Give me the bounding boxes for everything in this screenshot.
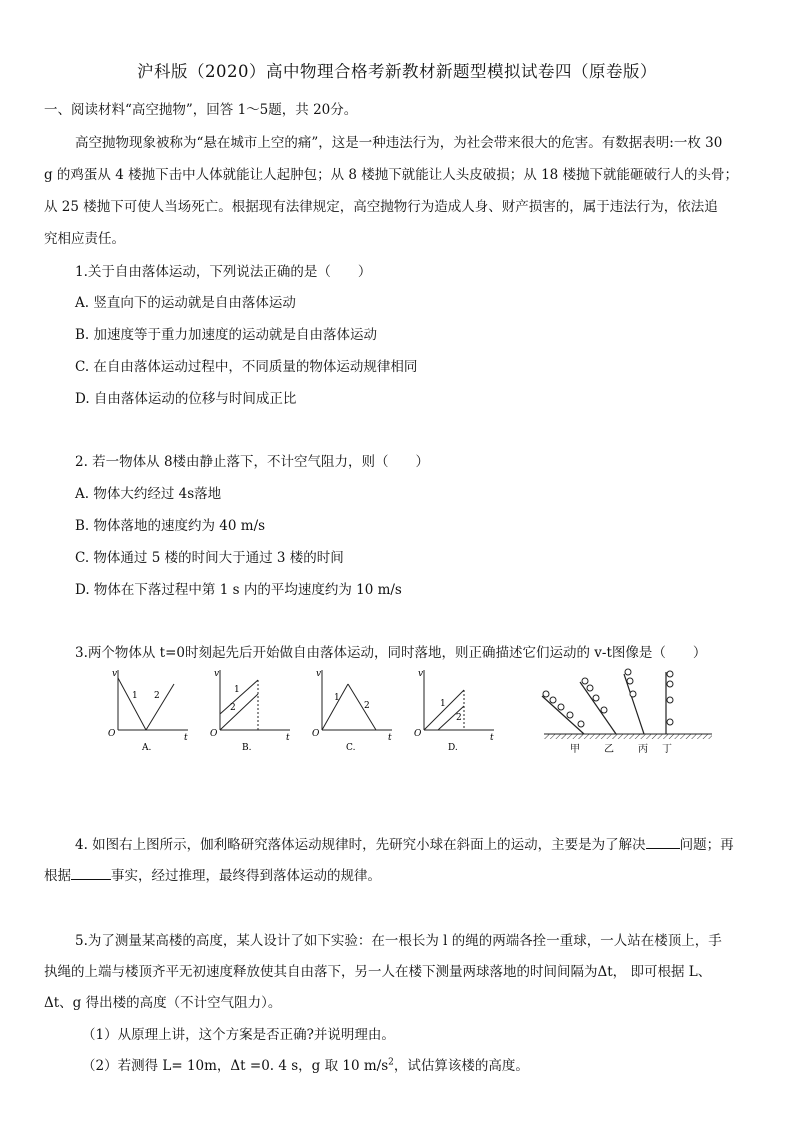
graph-d-t-label: t [490,733,494,743]
ball [667,671,673,677]
galileo-incline-figure [540,664,720,760]
graph-a-t-label: t [184,733,188,743]
incline-bing [624,674,644,734]
ball [550,697,556,703]
question-2-option-c: C. 物体通过 5 楼的时间大于通过 3 楼的时间 [75,550,344,566]
ball [627,678,633,684]
passage-line-4: 究相应责任。 [44,231,125,247]
incline-label-bing: 丙 [638,744,648,755]
incline-label-ding: 丁 [662,744,672,755]
graph-c-line-2 [348,684,376,730]
graph-c-label-2: 2 [364,701,370,711]
graph-d-label-1: 1 [440,699,446,709]
ball [667,719,673,725]
graph-a-caption: A. [142,743,152,753]
question-5-line-2: 执绳的上端与楼顶齐平无初速度释放使其自由落下，另一人在楼下测量两球落地的时间间隔为Δt， 即可根据 L、 [44,964,712,980]
question-5-line-3: Δt、g 得出楼的高度（不计空气阻力）。 [44,995,282,1011]
question-2-option-a: A. 物体大约经过 4s落地 [75,486,222,502]
graph-c-line-1 [322,684,348,730]
question-5-sub-1: （1）从原理上讲，这个方案是否正确?并说明理由。 [82,1027,395,1043]
graph-d-v-label: v [418,669,424,679]
passage-line-3: 从 25 楼抛下可使人当场死亡。根据现有法律规定，高空抛物行为造成人身、财产损害的，属于违法行为，依法追 [44,199,718,215]
question-4-part-4: 事实，经过推理，最终得到落体运动的规律。 [111,868,381,884]
ball [582,678,588,684]
graph-b-v-label: v [214,669,220,679]
ball [593,695,599,701]
graph-d [410,664,500,754]
graph-b-label-2: 2 [230,703,236,713]
exponent: 2 [388,1057,394,1068]
question-4-line-2 [44,864,750,884]
graph-c-origin: O [312,729,320,739]
answer-blank-1[interactable] [646,847,680,849]
graph-b-line-2 [220,694,258,730]
graph-c-label-1: 1 [334,693,340,703]
answer-blank-2[interactable] [71,878,111,880]
question-4-part-1: 4. 如图右上图所示，伽利略研究落体运动规律时，先研究小球在斜面上的运动，主要是为了解决 [75,837,646,853]
graph-b [206,664,296,754]
graph-d-label-2: 2 [456,713,462,723]
question-1-option-a: A. 竖直向下的运动就是自由落体运动 [75,295,296,311]
ball [667,697,673,703]
passage-line-1: 高空抛物现象被称为“悬在城市上空的痛”，这是一种违法行为，为社会带来很大的危害。有数据表明:一枚 30 [75,135,723,151]
question-1-option-c: C. 在自由落体运动过程中，不同质量的物体运动规律相同 [75,359,418,375]
ball [567,712,573,718]
ground-hatch [544,734,712,739]
graph-a-label-1: 1 [132,691,138,701]
graph-b-origin: O [210,729,218,739]
ball [543,691,549,697]
graph-d-origin: O [414,729,422,739]
question-1-stem: 1.关于自由落体运动，下列说法正确的是（ ） [75,264,372,280]
ball [601,707,607,713]
question-3-figures [104,664,724,760]
question-2-stem: 2. 若一物体从 8楼由静止落下，不计空气阻力，则（ ） [75,454,430,470]
graph-b-label-1: 1 [234,685,240,695]
graph-a-origin: O [108,729,116,739]
question-4-line-1 [75,833,734,853]
graph-b-caption: B. [242,743,252,753]
section-heading: 一、阅读材料“高空抛物”，回答 1～5题，共 20分。 [44,102,358,118]
question-4-part-2: 问题；再 [679,837,734,853]
graph-d-caption: D. [448,743,458,753]
graph-a-line-2 [146,684,174,730]
question-1-option-b: B. 加速度等于重力加速度的运动就是自由落体运动 [75,327,378,343]
incline-yi [580,682,616,734]
question-2-option-b: B. 物体落地的速度约为 40 m/s [75,518,266,534]
question-2-option-d: D. 物体在下落过程中第 1 s 内的平均速度约为 10 m/s [75,582,402,598]
incline-jia [542,696,584,734]
graph-c-caption: C. [346,743,356,753]
graph-a [104,664,194,754]
question-5-sub-2-end: ，试估算该楼的高度。 [393,1058,529,1074]
question-5-sub-2 [82,1054,529,1074]
question-1-option-d: D. 自由落体运动的位移与时间成正比 [75,391,297,407]
passage-line-2: g 的鸡蛋从 4 楼抛下击中人体就能让人起肿包；从 8 楼抛下就能让人头皮破损；从 18 楼抛下就能砸破行人的头骨； [44,167,739,183]
ball [578,721,584,727]
graph-c-t-label: t [388,733,392,743]
question-5-sub-2-text: （2）若测得 L= 10m，Δt =0. 4 s，g 取 10 m/s [82,1058,389,1074]
page-title: 沪科版（2020）高中物理合格考新教材新题型模拟试卷四（原卷版） [137,62,657,81]
ball [558,704,564,710]
graph-a-v-label: v [112,669,118,679]
question-3-stem: 3.两个物体从 t=0时刻起先后开始做自由落体运动，同时落地，则正确描述它们运动的 v-t图像是（ ） [75,645,707,661]
graph-b-t-label: t [286,733,290,743]
question-4-part-3: 根据 [44,868,71,884]
graph-c-v-label: v [316,669,322,679]
ball [667,681,673,687]
ball [630,691,636,697]
graph-a-label-2: 2 [154,691,160,701]
graph-c [308,664,398,754]
question-5-line-1: 5.为了测量某高楼的高度，某人设计了如下实验：在一根长为 l 的绳的两端各拴一重球，一人站在楼顶上，手 [75,933,722,949]
incline-label-jia: 甲 [570,744,580,755]
incline-label-yi: 乙 [604,744,614,755]
ball [587,685,593,691]
graph-a-line-1 [118,678,146,730]
ball [625,669,631,675]
